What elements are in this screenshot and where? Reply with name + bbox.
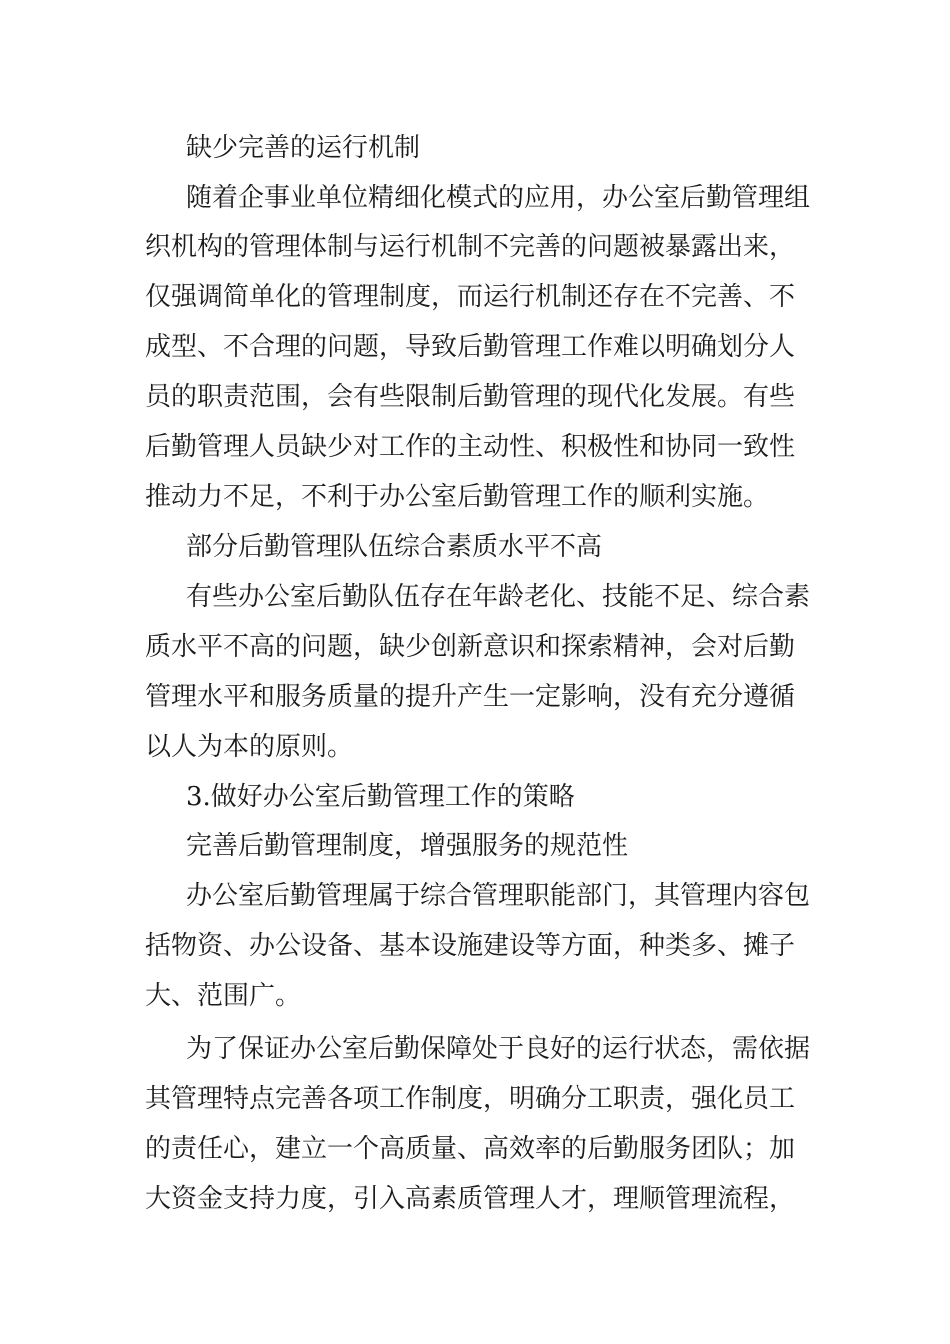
paragraph-line: 织机构的管理体制与运行机制不完善的问题被暴露出来，: [145, 232, 796, 262]
paragraph-line: 随着企事业单位精细化模式的应用，办公室后勤管理组: [186, 183, 811, 213]
section-heading-strategies: 3.做好办公室后勤管理工作的策略: [186, 782, 575, 812]
paragraph-line: 的责任心，建立一个高质量、高效率的后勤服务团队；加: [145, 1134, 796, 1164]
paragraph-line: 员的职责范围，会有些限制后勤管理的现代化发展。有些: [145, 382, 796, 412]
paragraph-line: 后勤管理人员缺少对工作的主动性、积极性和协同一致性: [145, 432, 796, 462]
paragraph-line: 成型、不合理的问题，导致后勤管理工作难以明确划分人: [145, 332, 796, 362]
paragraph-line: 括物资、办公设备、基本设施建设等方面，种类多、摊子: [145, 931, 796, 961]
paragraph-line: 以人为本的原则。: [145, 732, 354, 762]
paragraph-line: 推动力不足，不利于办公室后勤管理工作的顺利实施。: [145, 482, 770, 512]
paragraph-line: 为了保证办公室后勤保障处于良好的运行状态，需依据: [186, 1034, 811, 1064]
heading-runtime-mechanism: 缺少完善的运行机制: [186, 133, 421, 163]
paragraph-line: 大、范围广。: [145, 981, 302, 1011]
paragraph-line: 大资金支持力度，引入高素质管理人才，理顺管理流程，: [145, 1184, 796, 1214]
paragraph-line: 管理水平和服务质量的提升产生一定影响，没有充分遵循: [145, 682, 796, 712]
heading-staff-quality: 部分后勤管理队伍综合素质水平不高: [186, 532, 603, 562]
paragraph-line: 质水平不高的问题，缺少创新意识和探索精神，会对后勤: [145, 632, 796, 662]
paragraph-line: 办公室后勤管理属于综合管理职能部门，其管理内容包: [186, 881, 811, 911]
heading-improve-system: 完善后勤管理制度，增强服务的规范性: [186, 831, 629, 861]
paragraph-line: 有些办公室后勤队伍存在年龄老化、技能不足、综合素: [186, 582, 811, 612]
paragraph-line: 其管理特点完善各项工作制度，明确分工职责，强化员工: [145, 1084, 796, 1114]
paragraph-line: 仅强调简单化的管理制度，而运行机制还存在不完善、不: [145, 282, 796, 312]
